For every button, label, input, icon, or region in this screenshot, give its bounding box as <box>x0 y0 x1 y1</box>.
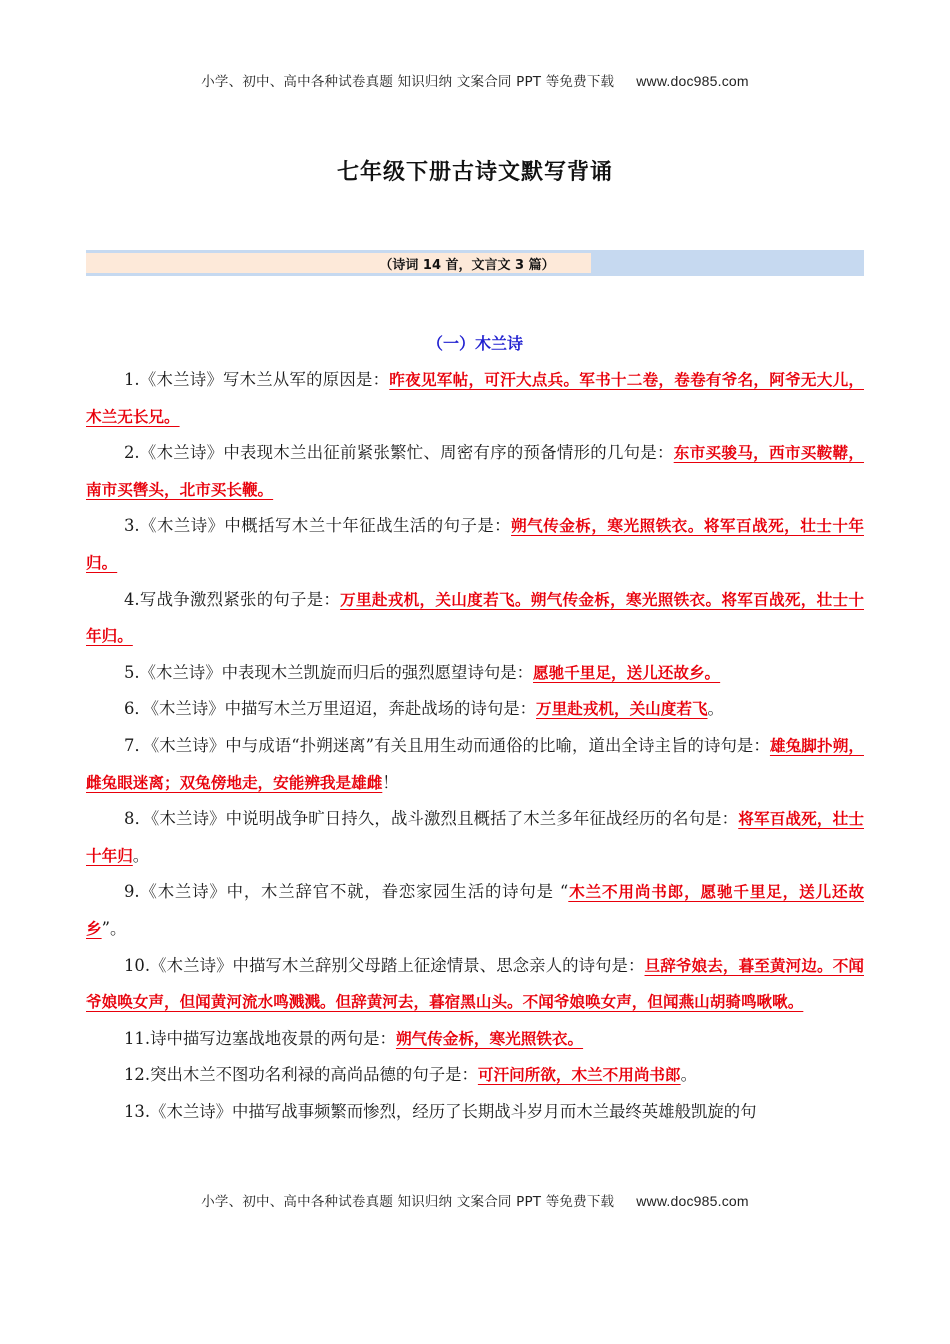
list-item <box>86 728 864 801</box>
trailing-punct: 。 <box>132 845 150 865</box>
page-footer <box>0 1190 950 1210</box>
document-title: 七年级下册古诗文默写背诵 <box>336 160 613 185</box>
list-item <box>86 582 864 655</box>
question-text: 4.写战争激烈紧张的句子是： <box>124 589 341 609</box>
question-text: 12.突出木兰不图功名利禄的高尚品德的句子是： <box>124 1065 478 1085</box>
list-item <box>86 948 864 1021</box>
question-text: 1.《木兰诗》写木兰从军的原因是： <box>124 370 390 389</box>
answer-text: 木兰不用尚书郎，愿驰千里足，送儿还故乡 <box>86 883 864 938</box>
question-text: 3.《木兰诗》中概括写木兰十年征战生活的句子是： <box>124 516 512 536</box>
list-item <box>86 801 864 874</box>
answer-text: 东市买骏马，西市买鞍鞯，南市买辔头，北市买长鞭。 <box>86 444 864 499</box>
list-item <box>86 362 864 435</box>
question-text: 13.《木兰诗》中描写战事频繁而惨烈，经历了长期战斗岁月而木兰最终英雄般凯旋的句 <box>124 1101 757 1121</box>
list-item <box>86 655 864 692</box>
question-text: 10.《木兰诗》中描写木兰辞别父母踏上征途情景、思念亲人的诗句是： <box>124 955 645 975</box>
list-item <box>86 874 864 947</box>
list-item <box>86 1021 864 1058</box>
question-text: 11.诗中描写边塞战地夜景的两句是： <box>124 1028 396 1048</box>
footer-site-link[interactable]: www.doc985.com <box>636 1193 749 1209</box>
answer-text: 朔气传金柝，寒光照铁衣。 <box>395 1029 584 1048</box>
answer-text: 愿驰千里足，送儿还故乡。 <box>533 663 721 682</box>
answer-text: 雄兔脚扑朔，雌兔眼迷离；双兔傍地走，安能辨我是雄雌 <box>86 736 864 792</box>
answer-text: 万里赴戎机，关山度若飞。朔气传金柝，寒光照铁衣。将军百战死，壮士十年归。 <box>86 590 864 646</box>
question-list <box>86 362 864 1130</box>
list-item <box>86 691 864 728</box>
answer-text: 将军百战死，壮士十年归 <box>86 810 864 865</box>
question-text: 9.《木兰诗》中，木兰辞官不就，眷恋家园生活的诗句是 “ <box>124 882 569 902</box>
page-header <box>0 70 950 90</box>
question-text: 7．《木兰诗》中与成语“扑朔迷离”有关且用生动而通俗的比喻，道出全诗主旨的诗句是： <box>124 735 770 755</box>
answer-text: 朔气传金柝，寒光照铁衣。将军百战死，壮士十年归。 <box>86 517 864 572</box>
footer-text: 小学、初中、高中各种试卷真题 知识归纳 文案合同 PPT 等免费下载 <box>201 1194 615 1210</box>
list-item <box>86 1057 864 1094</box>
question-text: 6．《木兰诗》中描写木兰万里迢迢，奔赴战场的诗句是： <box>124 699 536 719</box>
section-heading: （一）木兰诗 <box>426 334 523 353</box>
subtitle-bar <box>86 250 864 276</box>
list-item <box>86 435 864 508</box>
trailing-punct: 。 <box>707 699 724 719</box>
answer-text: 昨夜见军帖，可汗大点兵。军书十二卷，卷卷有爷名，阿爷无大儿，木兰无长兄。 <box>86 371 864 426</box>
question-text: 5.《木兰诗》中表现木兰凯旋而归后的强烈愿望诗句是： <box>124 662 534 682</box>
trailing-punct: ”。 <box>101 918 127 938</box>
document-subtitle: （诗词 14 首，文言文 3 篇） <box>379 258 555 273</box>
question-text: 2.《木兰诗》中表现木兰出征前紧张繁忙、周密有序的预备情形的几句是： <box>124 443 674 463</box>
answer-text: 可汗问所欲，木兰不用尚书郎 <box>477 1066 681 1085</box>
list-item <box>86 1094 864 1131</box>
trailing-punct: 。 <box>680 1065 698 1085</box>
header-text: 小学、初中、高中各种试卷真题 知识归纳 文案合同 PPT 等免费下载 <box>201 74 615 90</box>
header-site-link[interactable]: www.doc985.com <box>636 73 749 89</box>
answer-text: 万里赴戎机，关山度若飞 <box>536 700 708 719</box>
list-item <box>86 508 864 581</box>
question-text: 8．《木兰诗》中说明战争旷日持久，战斗激烈且概括了木兰多年征战经历的名句是： <box>124 809 739 829</box>
trailing-punct: ！ <box>382 772 399 792</box>
answer-text: 旦辞爷娘去，暮至黄河边。不闻爷娘唤女声，但闻黄河流水鸣溅溅。但辞黄河去，暮宿黑山头。不闻爷娘唤女声，但闻燕山胡骑鸣啾啾。 <box>86 956 864 1012</box>
